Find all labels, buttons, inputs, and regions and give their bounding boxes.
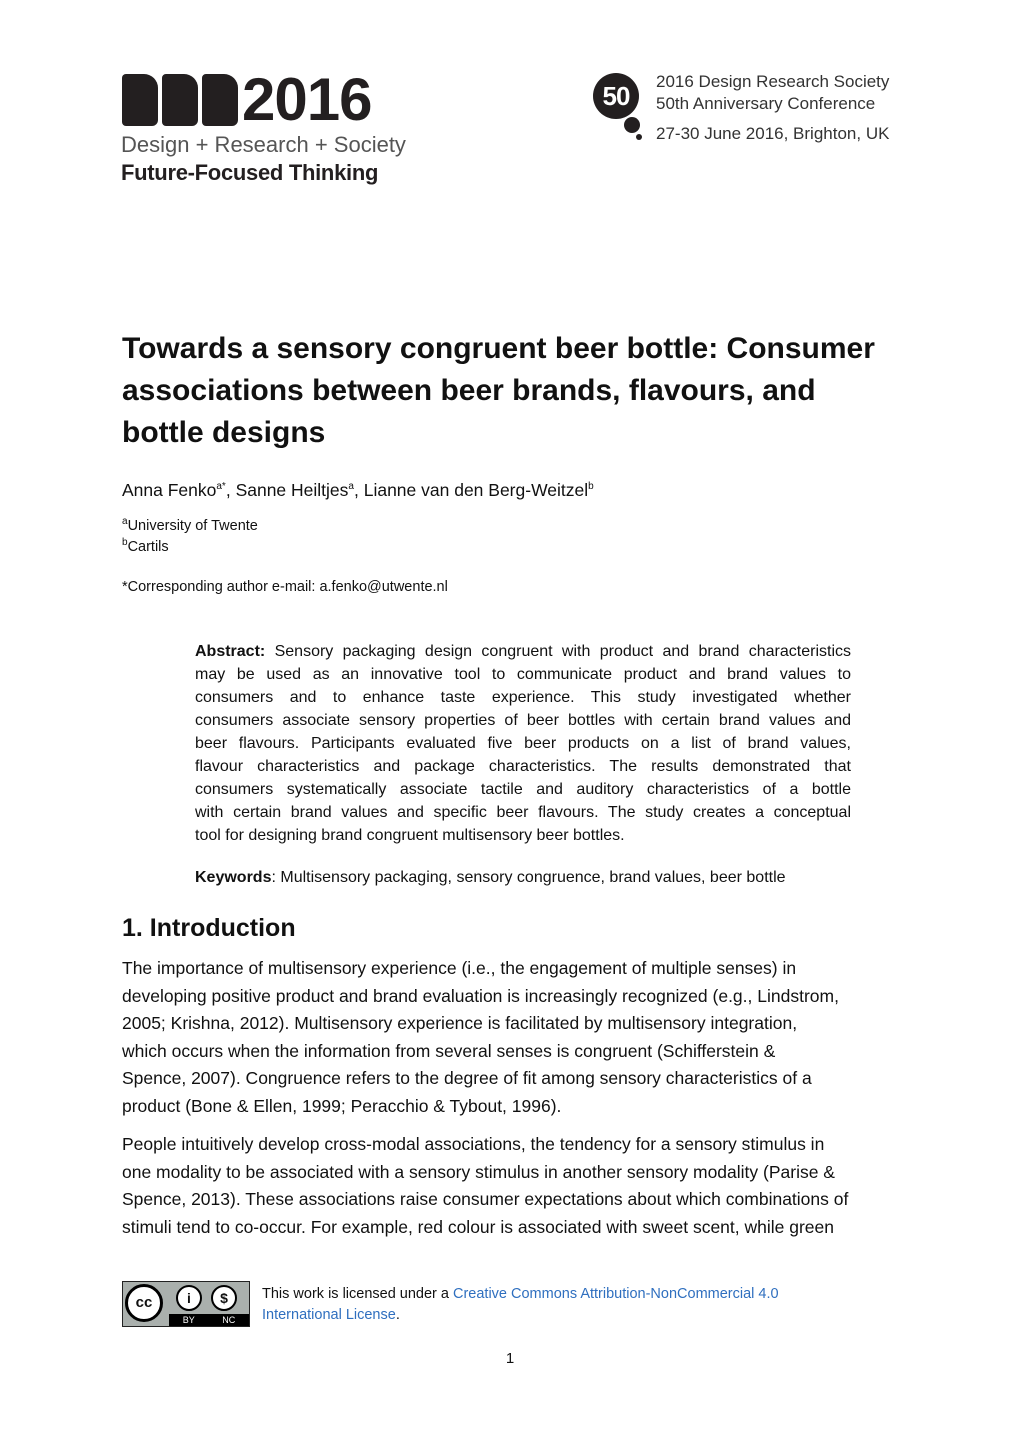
title-line: associations between beer brands, flavours, and — [122, 374, 816, 407]
affiliation-sup: b — [122, 537, 128, 548]
page-number: 1 — [505, 1350, 515, 1367]
cc-by-label: BY — [182, 1315, 195, 1325]
author-name: Lianne van den Berg-Weitzel — [363, 480, 589, 500]
badge-dot-icon — [624, 117, 640, 133]
text-line: Spence, 2013). These associations raise consumer expectations about which combinations of — [122, 1189, 849, 1209]
section-heading: 1. Introduction — [122, 914, 296, 942]
cc-icon: cc — [125, 1284, 163, 1322]
keywords-text: : Multisensory packaging, sensory congruence, brand values, beer bottle — [271, 869, 786, 886]
abstract-line: consumers and to enhance taste experience. This study investigated whether — [195, 689, 851, 706]
author-name: Sanne Heiltjes — [235, 480, 349, 500]
author-sep: , — [225, 480, 236, 500]
license-link[interactable]: Creative Commons Attribution-NonCommercial 4.0 — [453, 1286, 779, 1302]
abstract-line — [195, 640, 851, 663]
corresponding-author: *Corresponding author e-mail: a.fenko@utwente.nl — [122, 579, 448, 595]
title-line: Towards a sensory congruent beer bottle: Consumer — [122, 332, 875, 365]
affiliation — [122, 516, 258, 534]
attribution-icon: i — [176, 1285, 202, 1311]
keywords — [195, 869, 786, 887]
affiliation — [122, 537, 169, 555]
conference-date-location: 27-30 June 2016, Brighton, UK — [656, 124, 890, 143]
license-text — [262, 1284, 779, 1326]
affiliation-name: University of Twente — [127, 517, 258, 534]
conference-anniversary: 50th Anniversary Conference — [656, 94, 876, 113]
abstract-label: Abstract: — [195, 643, 266, 660]
anniversary-badge: 50 — [593, 73, 639, 119]
logo-tagline: Future-Focused Thinking — [121, 160, 379, 185]
paper-title — [122, 328, 912, 454]
author-sup: a* — [216, 481, 226, 493]
logo-subtitle: Design + Research + Society — [121, 132, 406, 157]
affiliation-name: Cartils — [127, 538, 169, 555]
badge-dot-small-icon — [636, 134, 642, 140]
text-line: developing positive product and brand evaluation is increasingly recognized (e.g., Lindstrom, — [122, 985, 839, 1006]
text-line: stimuli tend to co-occur. For example, red colour is associated with sweet scent, while green — [122, 1216, 834, 1237]
author-list — [122, 480, 594, 501]
author-sup: b — [588, 481, 594, 493]
title-line: bottle designs — [122, 416, 326, 449]
abstract — [195, 640, 851, 847]
logo-year: 2016 — [242, 66, 372, 133]
abstract-line: flavour characteristics and package characteristics. The results demonstrated that — [195, 758, 851, 775]
abstract-line: beer flavours. Participants evaluated five beer products on a list of brand values, — [195, 735, 851, 752]
author-name: Anna Fenko — [122, 480, 217, 500]
author-sep: , — [353, 480, 364, 500]
abstract-text: Sensory packaging design congruent with product and brand characteristics — [274, 643, 852, 660]
noncommercial-icon: $ — [211, 1285, 237, 1311]
author-sup: a — [348, 481, 354, 493]
cc-terms-strip — [169, 1314, 249, 1326]
abstract-line: may be used as an innovative tool to communicate product and brand values to — [195, 666, 851, 683]
text-line: product (Bone & Ellen, 1999; Peracchio & Tybout, 1996). — [122, 1095, 562, 1116]
text-line: Spence, 2007). Congruence refers to the degree of fit among sensory characteristics of a — [122, 1068, 812, 1088]
text-line: The importance of multisensory experience (i.e., the engagement of multiple senses) in — [122, 958, 797, 978]
text-line: one modality to be associated with a sensory stimulus in another sensory modality (Parise & — [122, 1161, 835, 1182]
abstract-line: consumers associate sensory properties of beer bottles with certain brand values and — [195, 712, 851, 729]
license-suffix: . — [395, 1307, 400, 1323]
abstract-line: with certain brand values and specific beer flavours. The study creates a conceptual — [195, 804, 851, 821]
abstract-line: consumers systematically associate tactile and auditory characteristics of a bottle — [195, 781, 851, 798]
abstract-line: tool for designing brand congruent multisensory beer bottles. — [195, 827, 625, 844]
text-line: which occurs when the information from several senses is congruent (Schifferstein & — [122, 1040, 776, 1061]
text-line: People intuitively develop cross-modal associations, the tendency for a sensory stimulus in — [122, 1134, 825, 1154]
text-line: 2005; Krishna, 2012). Multisensory experience is facilitated by multisensory integration, — [122, 1013, 798, 1033]
cc-license-badge[interactable] — [122, 1281, 250, 1327]
conference-name: 2016 Design Research Society — [656, 72, 890, 91]
cc-nc-label: NC — [222, 1315, 236, 1325]
drs-logo — [122, 66, 372, 133]
license-link[interactable]: International License — [262, 1307, 396, 1323]
affiliation-sup: a — [122, 516, 128, 527]
paragraph — [122, 1131, 902, 1241]
keywords-label: Keywords — [195, 869, 272, 886]
paragraph — [122, 955, 902, 1120]
drs-logo-letters — [122, 74, 238, 126]
license-prefix: This work is licensed under a — [262, 1286, 453, 1302]
